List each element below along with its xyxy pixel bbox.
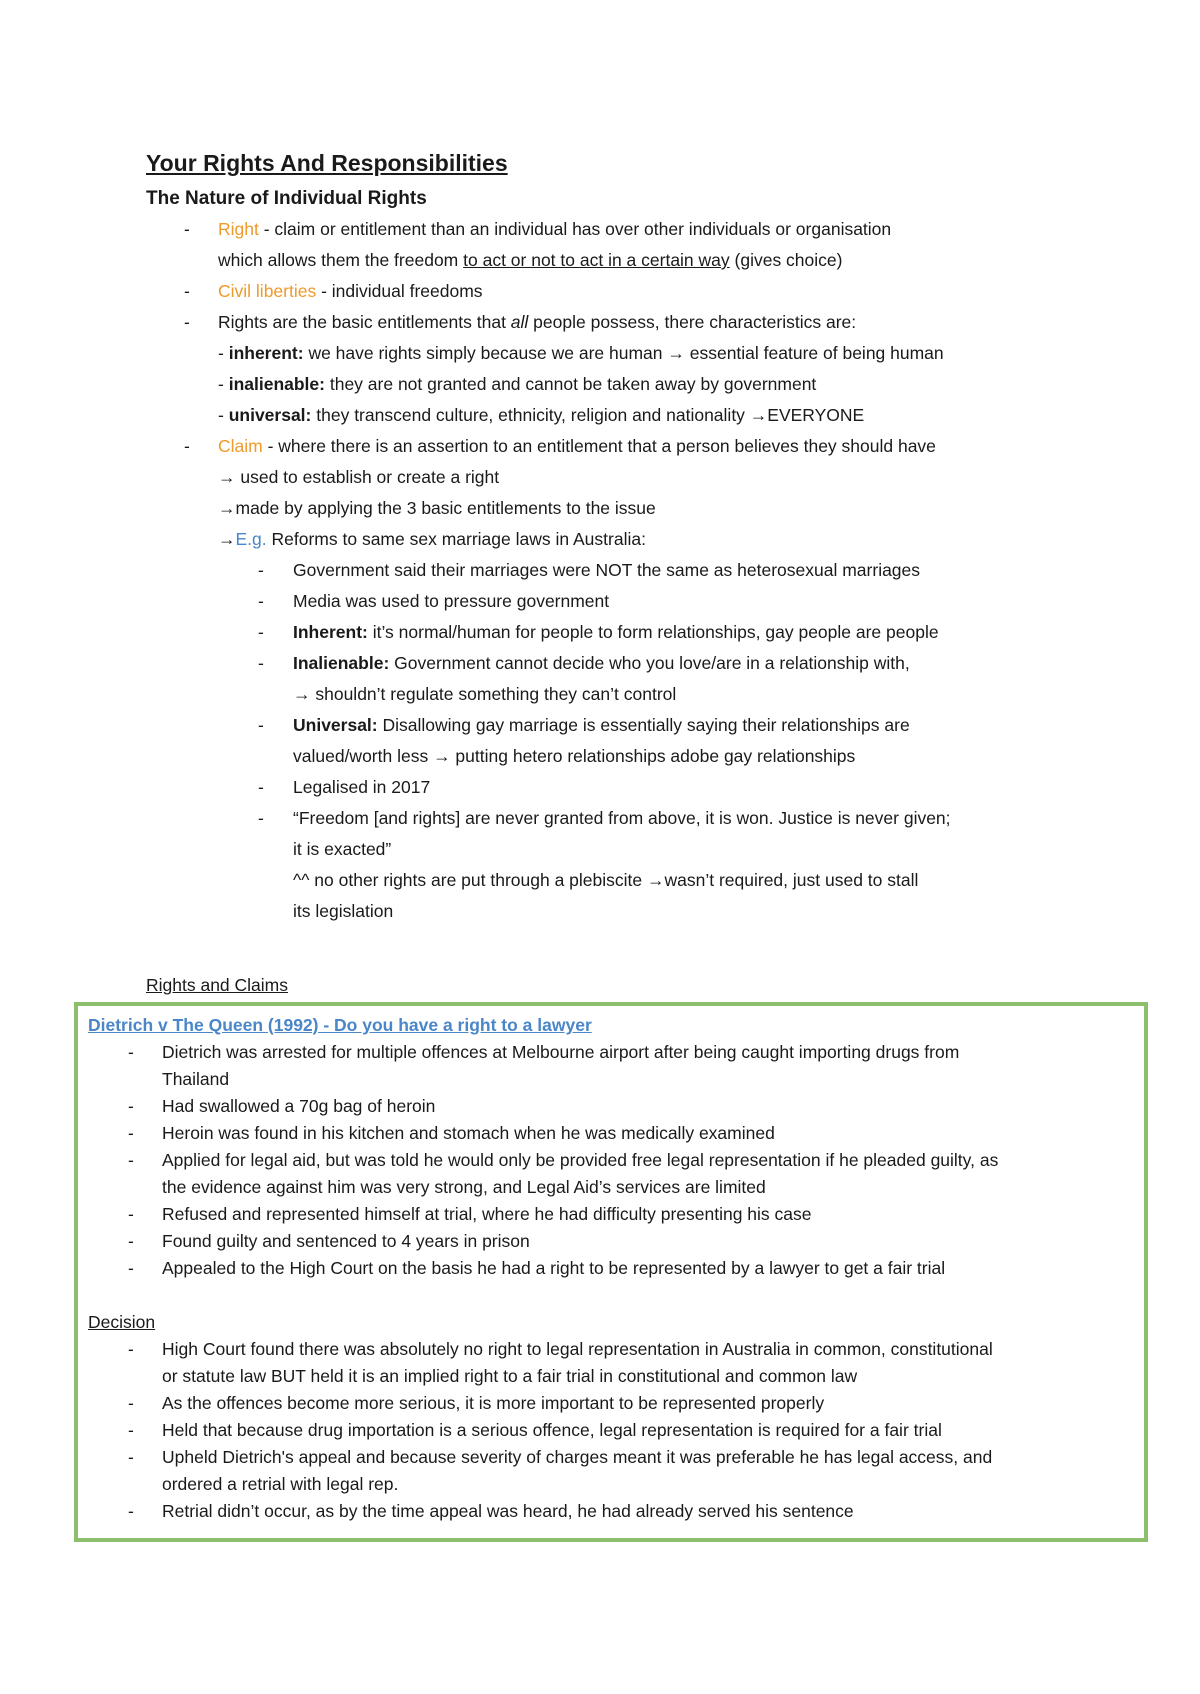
underlined-phrase: to act or not to act in a certain way [463,250,730,270]
claim-sub-1: → used to establish or create a right [218,467,500,487]
example-item-text: Government cannot decide who you love/are in a relationship with, [389,653,910,673]
term-right: Right [218,219,259,239]
bullet-basic-entitlements [146,307,1086,338]
emphasis-all: all [510,312,529,332]
example-item [146,772,1086,803]
case-fact [88,1120,1138,1147]
decision-text: Retrial didn’t occur, as by the time appeal was heard, he had already served his sentence [162,1501,854,1521]
bullet-dash: - [128,1123,134,1143]
bullet-dash: - [128,1096,134,1116]
example-item-term: Inherent: [293,622,368,642]
bullet-dash: - [128,1042,134,1062]
bullet-dash: - [128,1501,134,1521]
rights-and-claims-heading: Rights and Claims [146,975,288,995]
example-item-text: it’s normal/human for people to form relationships, gay people are people [367,622,939,642]
term-civil-liberties: Civil liberties [218,281,317,301]
case-fact-continued: Thailand [162,1069,230,1089]
case-title: Dietrich v The Queen (1992) - Do you have a right to a lawyer [88,1015,592,1035]
decision-item [88,1444,1138,1471]
bullet-dash: - [128,1150,134,1170]
case-fact [88,1093,1138,1120]
example-item-continued: valued/worth less → putting hetero relationships adobe gay relationships [293,746,856,766]
case-fact-text: Refused and represented himself at trial, where he had difficulty presenting his case [162,1204,812,1224]
example-item [146,617,1086,648]
bullet-dash: - [128,1204,134,1224]
bullet-right [146,214,1086,245]
bullet-dash: - [184,281,190,301]
bullet-dash: - [184,436,190,456]
decision-text: High Court found there was absolutely no right to legal representation in Australia in common, constitutional [162,1339,993,1359]
bullet-dash: - [128,1420,134,1440]
case-fact [88,1228,1138,1255]
bullet-dash: - [184,219,190,239]
quote-note-continued: its legislation [293,901,394,921]
case-fact-text: Heroin was found in his kitchen and stomach when he was medically examined [162,1123,775,1143]
decision-item [88,1417,1138,1444]
example-item-continued: → shouldn’t regulate something they can’t control [293,684,677,704]
quote-continued: it is exacted” [293,839,392,859]
bullet-dash: - [184,312,190,332]
case-fact [88,1147,1138,1174]
example-item-text: Legalised in 2017 [293,777,431,797]
char-term: inherent: [228,343,304,363]
bullet-dash: - [258,653,264,673]
arrow-glyph: → [218,529,236,549]
notes-content [146,146,1086,927]
right-definition: - claim or entitlement than an individual has over other individuals or organisation [258,219,892,239]
term-claim: Claim [218,436,263,456]
decision-item [88,1498,1138,1525]
bullet-civil-liberties [146,276,1086,307]
case-fact-text: Found guilty and sentenced to 4 years in prison [162,1231,530,1251]
basic-text-2: people possess, there characteristics are: [528,312,857,332]
bullet-dash: - [128,1258,134,1278]
decision-item-continued: or statute law BUT held it is an implied right to a fair trial in constitutional and common law [162,1366,858,1386]
example-item [146,648,1086,679]
decision-item [88,1336,1138,1363]
right-definition-cont: which allows them the freedom [218,250,464,270]
char-prefix: - [218,343,229,363]
case-fact-text: Had swallowed a 70g bag of heroin [162,1096,436,1116]
right-definition-end: (gives choice) [729,250,843,270]
case-fact [88,1039,1138,1066]
bullet-dash: - [258,777,264,797]
bullet-claim [146,431,1086,462]
bullet-dash: - [258,715,264,735]
bullet-dash: - [128,1339,134,1359]
case-study-box [74,1002,1148,1542]
page-title: Your Rights And Responsibilities [146,150,508,176]
civil-definition: - individual freedoms [316,281,483,301]
example-label: E.g. [235,529,267,549]
example-item-term: Inalienable: [293,653,390,673]
example-item-quote [146,803,1086,834]
bullet-dash: - [258,622,264,642]
claim-example [146,524,1086,555]
case-fact-text: Applied for legal aid, but was told he would only be provided free legal representation if he pleaded guilty, as [162,1150,999,1170]
characteristic-inherent [146,338,1086,369]
case-study-content [88,1012,1138,1525]
example-item-text: Government said their marriages were NOT the same as heterosexual marriages [293,560,921,580]
characteristic-inalienable [146,369,1086,400]
example-item-text: Media was used to pressure government [293,591,610,611]
decision-text: Held that because drug importation is a serious offence, legal representation is required for a fair trial [162,1420,942,1440]
char-text: they transcend culture, ethnicity, religion and nationality →EVERYONE [311,405,865,425]
case-fact [88,1255,1138,1282]
case-fact-continued: the evidence against him was very strong, and Legal Aid’s services are limited [162,1177,766,1197]
example-item [146,555,1086,586]
characteristic-universal [146,400,1086,431]
decision-item-continued: ordered a retrial with legal rep. [162,1474,399,1494]
quote-text: “Freedom [and rights] are never granted from above, it is won. Justice is never given; [293,808,951,828]
example-item-text: Disallowing gay marriage is essentially saying their relationships are [377,715,910,735]
char-term: universal: [228,405,312,425]
decision-text: Upheld Dietrich's appeal and because severity of charges meant it was preferable he has legal access, and [162,1447,993,1467]
section-heading: The Nature of Individual Rights [146,188,427,209]
decision-item [88,1390,1138,1417]
basic-text-1: Rights are the basic entitlements that [218,312,511,332]
example-item [146,710,1086,741]
case-fact-text: Appealed to the High Court on the basis he had a right to be represented by a lawyer to get a fair trial [162,1258,946,1278]
char-term: inalienable: [228,374,325,394]
char-text: they are not granted and cannot be taken away by government [324,374,817,394]
char-prefix: - [218,405,229,425]
example-item-term: Universal: [293,715,378,735]
bullet-dash: - [258,808,264,828]
char-prefix: - [218,374,229,394]
quote-note: ^^ no other rights are put through a plebiscite →wasn’t required, just used to stall [293,870,919,890]
example-text: Reforms to same sex marriage laws in Australia: [266,529,646,549]
bullet-dash: - [128,1447,134,1467]
claim-definition: - where there is an assertion to an entitlement that a person believes they should have [262,436,936,456]
bullet-dash: - [258,591,264,611]
bullet-dash: - [128,1231,134,1251]
case-fact-text: Dietrich was arrested for multiple offences at Melbourne airport after being caught importing drugs from [162,1042,960,1062]
char-text: we have rights simply because we are human → essential feature of being human [303,343,944,363]
decision-heading: Decision [88,1312,156,1332]
example-item [146,586,1086,617]
decision-text: As the offences become more serious, it is more important to be represented properly [162,1393,825,1413]
bullet-dash: - [258,560,264,580]
bullet-right-continued [146,245,1086,276]
bullet-dash: - [128,1393,134,1413]
case-fact [88,1201,1138,1228]
claim-sub-2: →made by applying the 3 basic entitlements to the issue [218,498,656,518]
